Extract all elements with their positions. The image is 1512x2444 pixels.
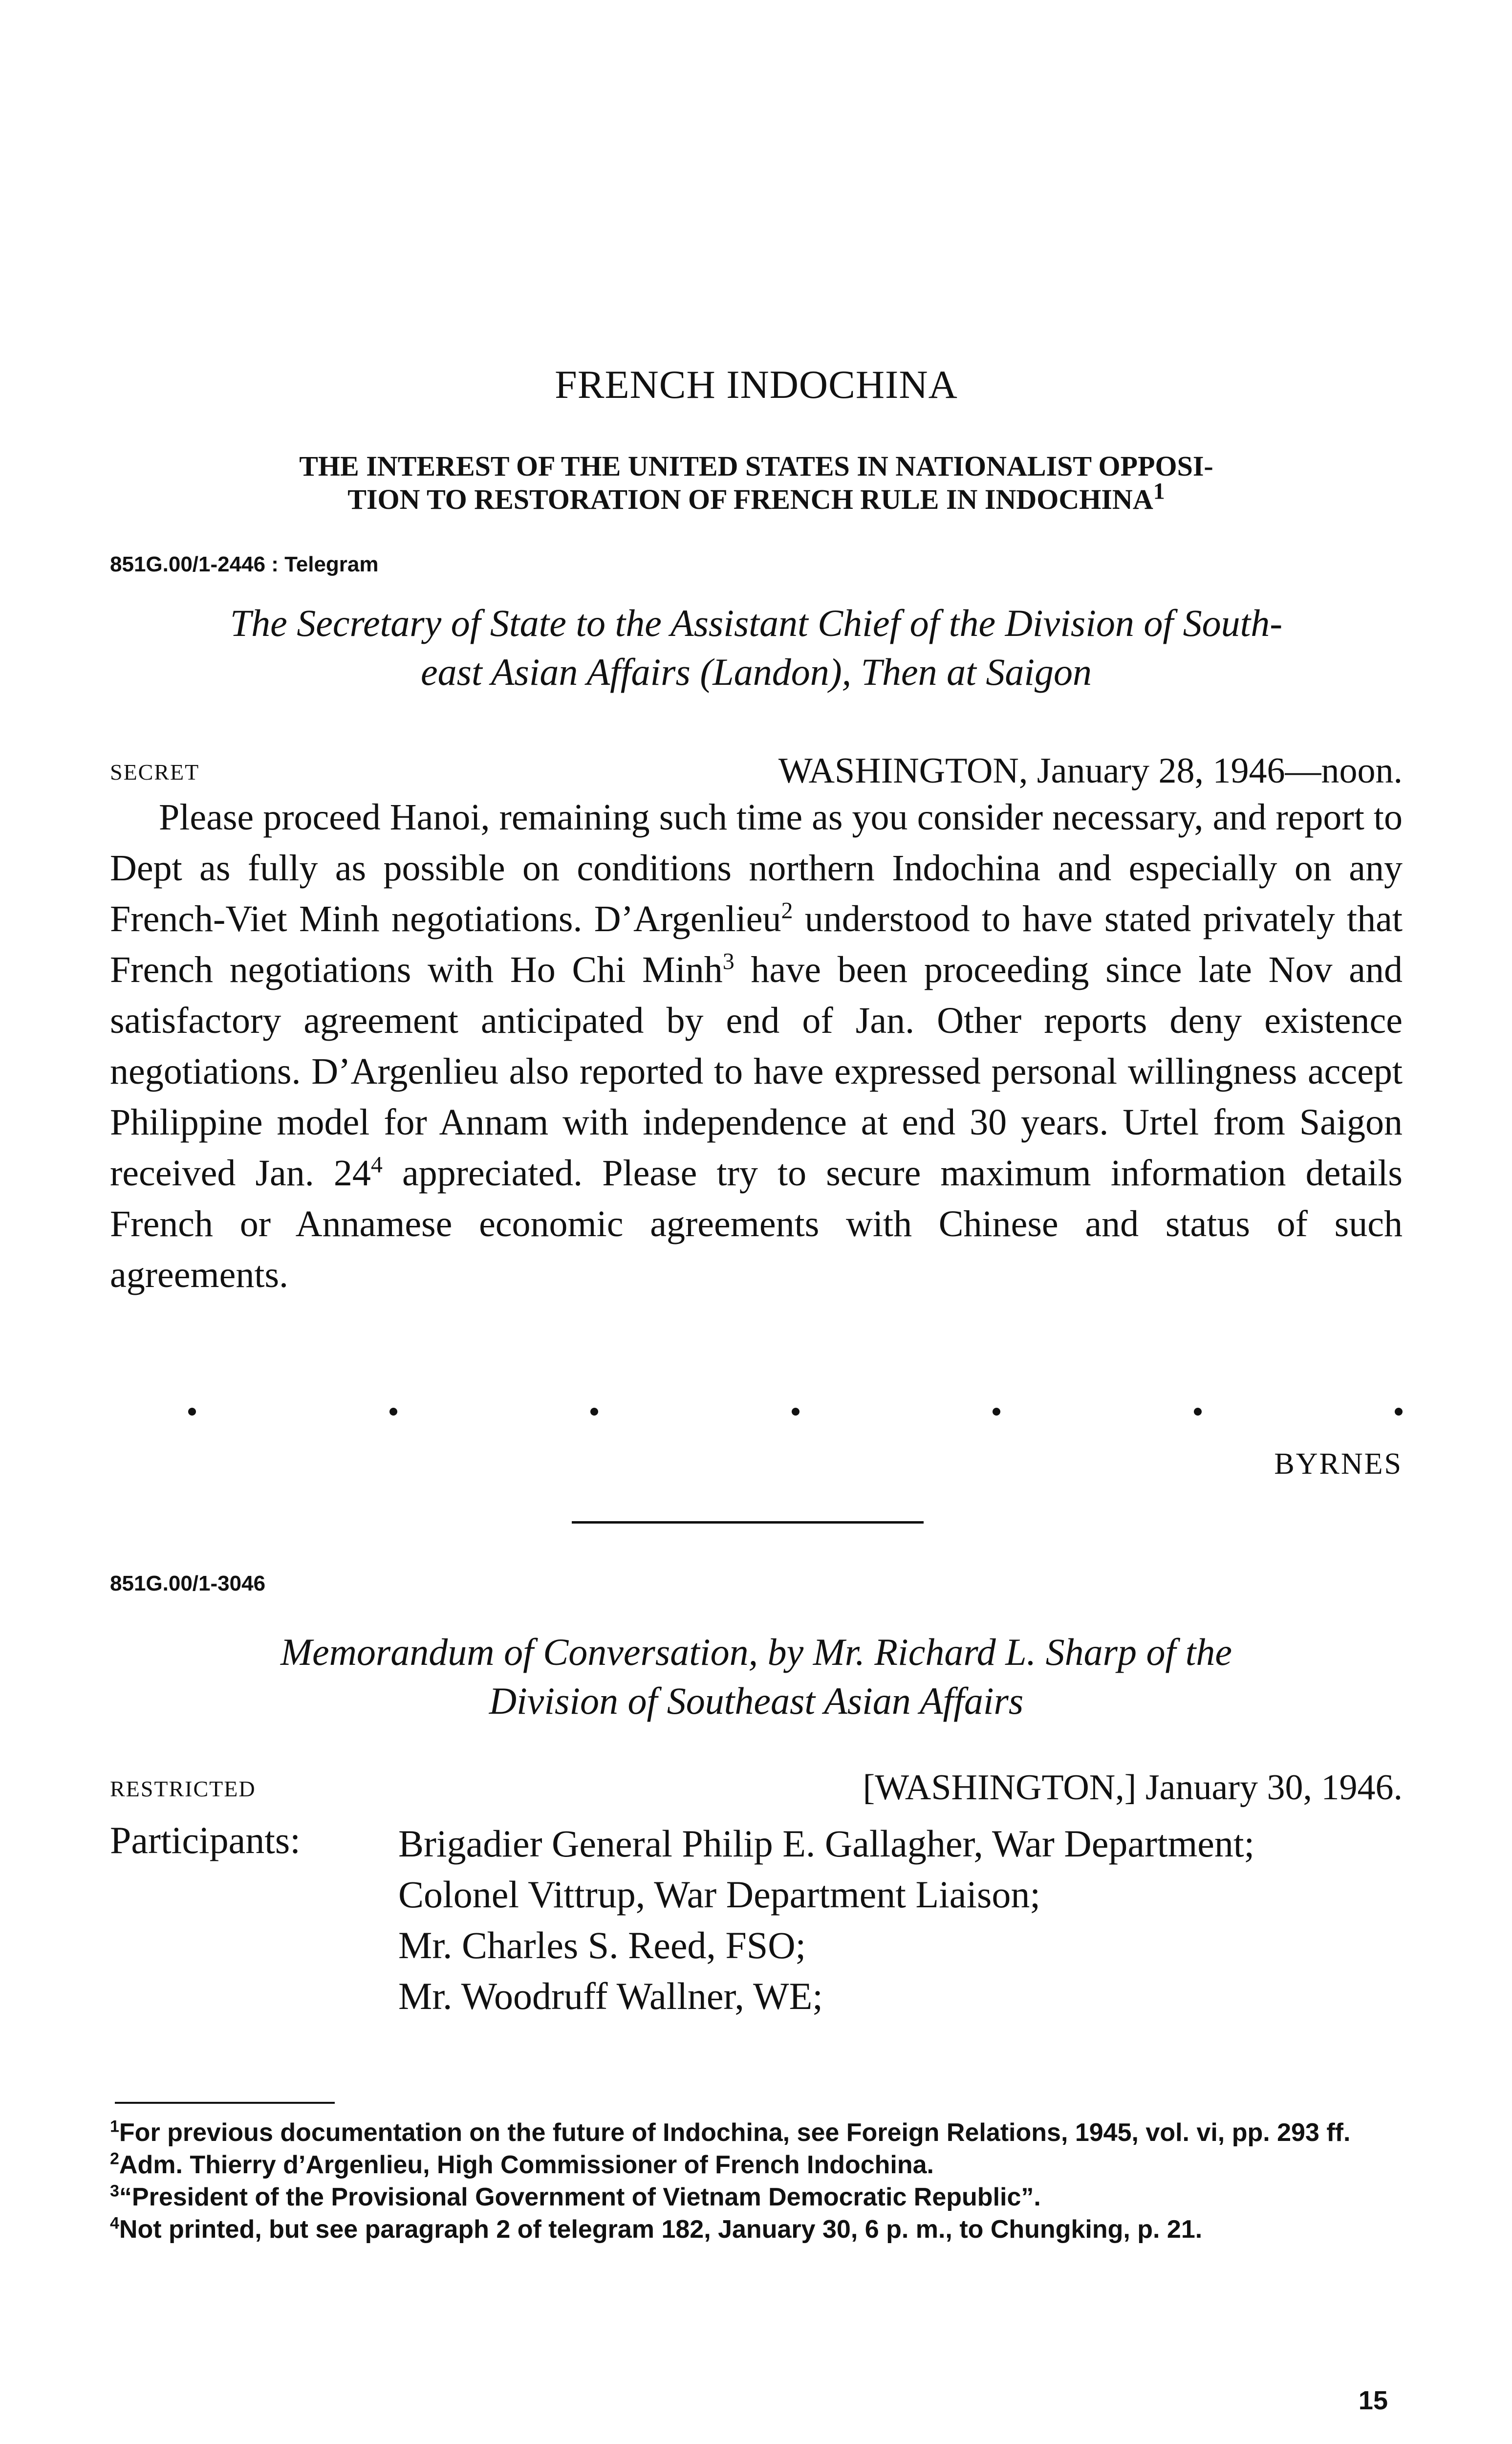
participant-item: Colonel Vittrup, War Department Liaison; [398, 1873, 1041, 1916]
footnote-text: Not printed, but see paragraph 2 of telegram 182, January 30, 6 p. m., to Chungking, p. 21. [119, 2215, 1203, 2244]
dateline: WASHINGTON, January 28, 1946—noon. [778, 751, 1403, 791]
footnote-mark: 1 [1153, 478, 1165, 504]
footnote-text: Adm. Thierry d’Argenlieu, High Commissioner of French Indochina. [119, 2151, 934, 2179]
participants-list [398, 1818, 1403, 2022]
ellipsis-dot [1395, 1408, 1403, 1416]
file-reference: 851G.00/1-2446 : Telegram [110, 552, 379, 576]
footnote-item [110, 2149, 1403, 2181]
section-title [110, 450, 1403, 516]
document-heading-line-2: east Asian Affairs (Landon), Then at Saigon [420, 651, 1092, 693]
document-heading-line-1: Memorandum of Conversation, by Mr. Richard L. Sharp of the [281, 1631, 1232, 1673]
footnote-mark: 1 [110, 2117, 119, 2136]
dateline-row [110, 1760, 1403, 1809]
body-part-3: have been proceeding since late Nov and satisfactory agreement anticipated by end of Jan. Other reports deny existence negotiations. D’Argenlieu also reported to have expressed personal willingness accept Philippine model for Annam with independence at end 30 years. Urtel from Saigon received Jan. 24 [110, 949, 1403, 1194]
document-heading-line-2: Division of Southeast Asian Affairs [489, 1680, 1024, 1722]
ellipsis-dot [792, 1408, 799, 1416]
signature: BYRNES [1274, 1447, 1403, 1481]
section-divider [572, 1521, 924, 1524]
footnote-text: “President of the Provisional Government of Vietnam Democratic Republic”. [119, 2183, 1041, 2211]
classification-label: RESTRICTED [110, 1776, 256, 1801]
footnote-item [110, 2181, 1403, 2213]
document-page [110, 0, 1403, 2444]
ellipsis-dot [993, 1408, 1000, 1416]
footnote-item [110, 2213, 1403, 2246]
body-part-2: understood to have stated privately that French negotiations with Ho Chi Minh [110, 898, 1403, 990]
document-heading [110, 1628, 1403, 1725]
ellipsis-dot [188, 1408, 196, 1416]
footnote-item [110, 2117, 1403, 2149]
telegram-body [110, 792, 1403, 1300]
footnote-mark: 3 [722, 948, 734, 975]
ellipsis-dot [590, 1408, 598, 1416]
footnote-text: For previous documentation on the future of Indochina, see Foreign Relations, 1945, vol. vi, pp. 293 ff. [119, 2118, 1351, 2147]
ellipsis-dot [389, 1408, 397, 1416]
participant-item: Mr. Woodruff Wallner, WE; [398, 1975, 823, 2017]
dateline-row [110, 743, 1403, 792]
dateline: [WASHINGTON,] January 30, 1946. [863, 1768, 1403, 1808]
body-part-4: appreciated. Please try to secure maximum information details French or Annamese economic agreements with Chinese and status of such agreements. [110, 1153, 1403, 1295]
body-part-1: Please proceed Hanoi, remaining such time as you consider necessary, and report to Dept as fully as possible on conditions northern Indochina and especially on any French-Viet Minh negotiations. D’Argenlieu [110, 797, 1403, 939]
footnotes [110, 2117, 1403, 2246]
chapter-title: FRENCH INDOCHINA [555, 362, 958, 407]
ellipsis-dot [1194, 1408, 1202, 1416]
section-title-line-1: THE INTEREST OF THE UNITED STATES IN NATIONALIST OPPOSI- [299, 450, 1213, 482]
section-title-line-2: TION TO RESTORATION OF FRENCH RULE IN INDOCHINA [347, 483, 1153, 515]
file-reference: 851G.00/1-3046 [110, 1571, 266, 1595]
participant-item: Brigadier General Philip E. Gallagher, War Department; [398, 1822, 1255, 1865]
footnote-mark: 2 [781, 897, 793, 924]
participant-item: Mr. Charles S. Reed, FSO; [398, 1924, 806, 1966]
footnote-mark: 3 [110, 2182, 119, 2201]
classification-label: SECRET [110, 760, 200, 785]
footnote-mark: 4 [370, 1152, 383, 1178]
participants-label: Participants: [110, 1819, 301, 1861]
document-heading-line-1: The Secretary of State to the Assistant Chief of the Division of South- [230, 602, 1283, 644]
page-number: 15 [1358, 2386, 1388, 2415]
footnote-divider [115, 2102, 335, 2104]
omission-dots [188, 1408, 1403, 1427]
footnote-mark: 2 [110, 2149, 119, 2168]
footnote-mark: 4 [110, 2214, 119, 2233]
document-heading [110, 599, 1403, 697]
